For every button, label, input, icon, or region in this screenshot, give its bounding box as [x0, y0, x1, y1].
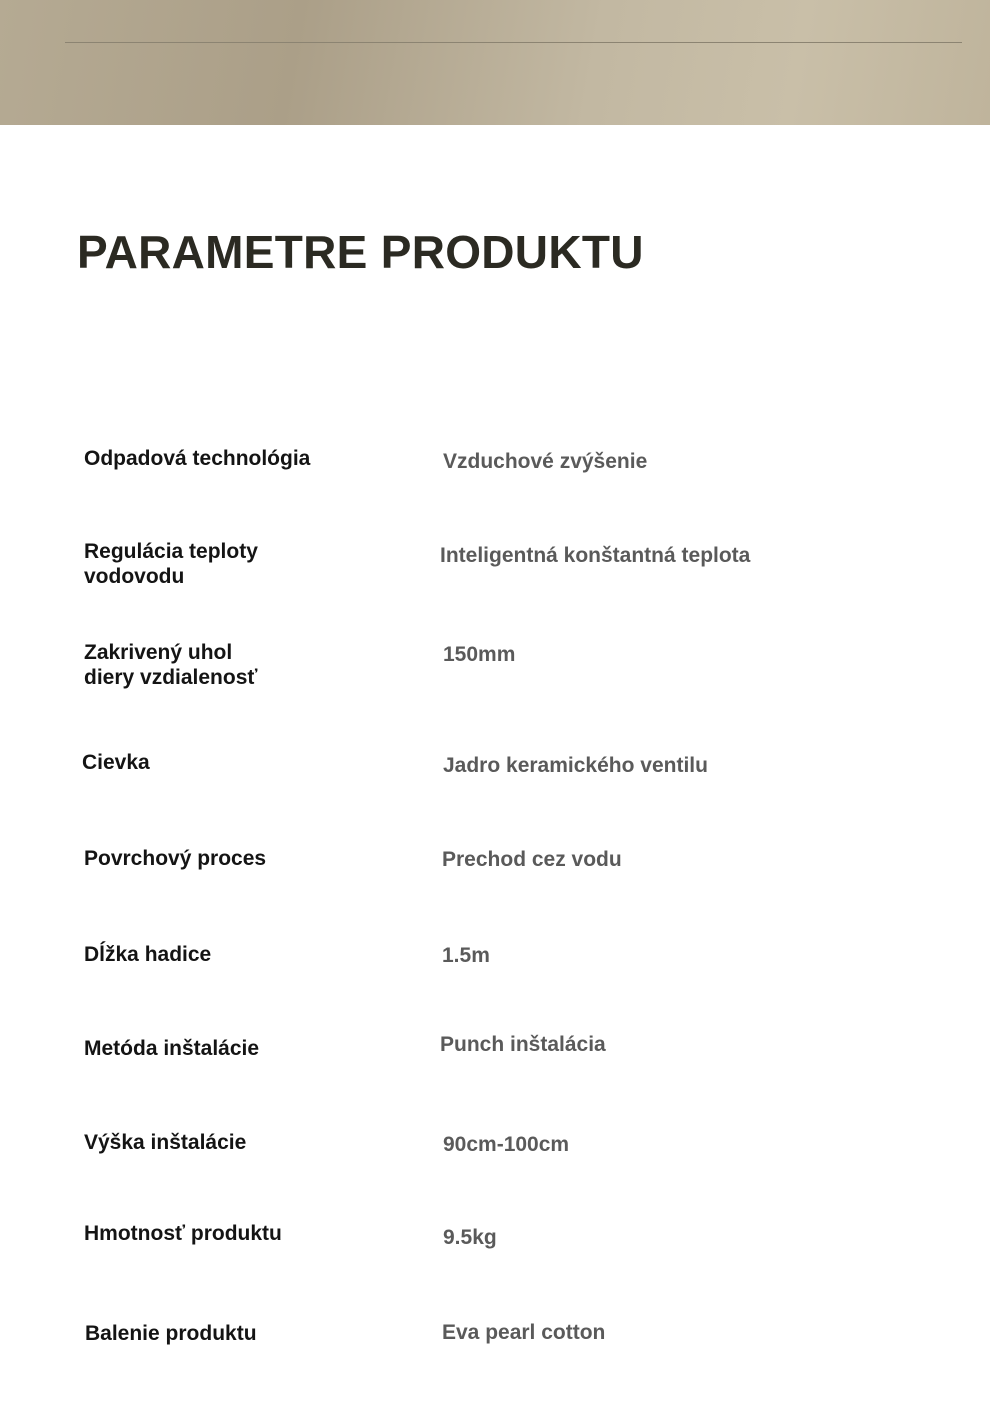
parameter-value: 9.5kg [443, 1226, 497, 1249]
parameter-label: Hmotnosť produktu [84, 1222, 282, 1245]
parameter-value: Inteligentná konštantná teplota [440, 544, 751, 567]
parameter-value: Jadro keramického ventilu [443, 754, 708, 777]
parameter-value: Punch inštalácia [440, 1033, 606, 1056]
parameter-label: Povrchový proces [84, 847, 267, 870]
banner-divider [65, 42, 962, 43]
parameter-label: Balenie produktu [85, 1322, 257, 1345]
parameter-value: 150mm [443, 643, 516, 666]
top-banner [0, 0, 990, 125]
parameter-label: Dĺžka hadice [84, 943, 212, 966]
parameter-value: Vzduchové zvýšenie [443, 450, 648, 473]
parameter-label: Výška inštalácie [84, 1131, 247, 1154]
parameter-value: Eva pearl cotton [442, 1321, 606, 1344]
parameter-label: Regulácia teploty vodovodu [84, 540, 258, 588]
parameter-label: Odpadová technológia [84, 447, 311, 470]
parameter-value: Prechod cez vodu [442, 848, 622, 871]
parameter-label: Cievka [82, 751, 150, 774]
parameter-label: Metóda inštalácie [84, 1037, 260, 1060]
parameter-value: 1.5m [442, 944, 490, 967]
parameter-value: 90cm-100cm [443, 1133, 570, 1156]
page-title: PARAMETRE PRODUKTU [77, 226, 644, 278]
parameter-label: Zakrivený uhol diery vzdialenosť [84, 641, 258, 689]
